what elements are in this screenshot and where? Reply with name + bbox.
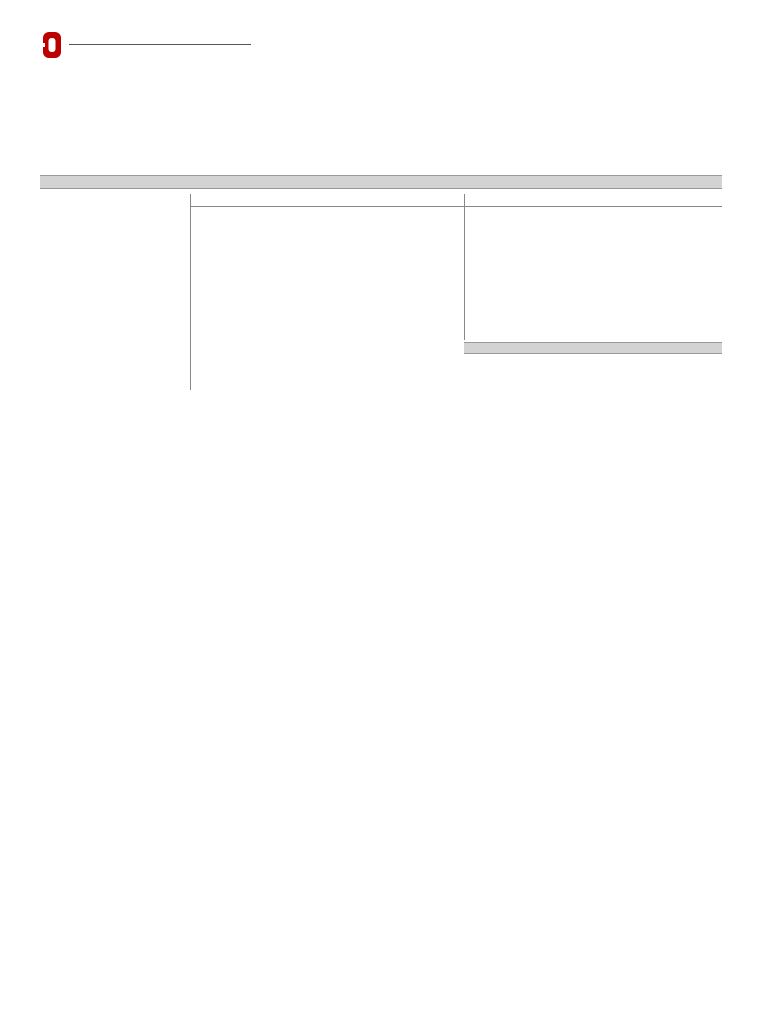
column-divider (464, 194, 465, 340)
block-o-icon (42, 31, 62, 59)
year-header-freshman (40, 175, 722, 189)
header-underline (190, 206, 722, 207)
osu-logo (42, 28, 232, 64)
column-divider (190, 194, 191, 390)
summer-semester-bar (464, 342, 722, 354)
logo-rule (69, 44, 251, 45)
